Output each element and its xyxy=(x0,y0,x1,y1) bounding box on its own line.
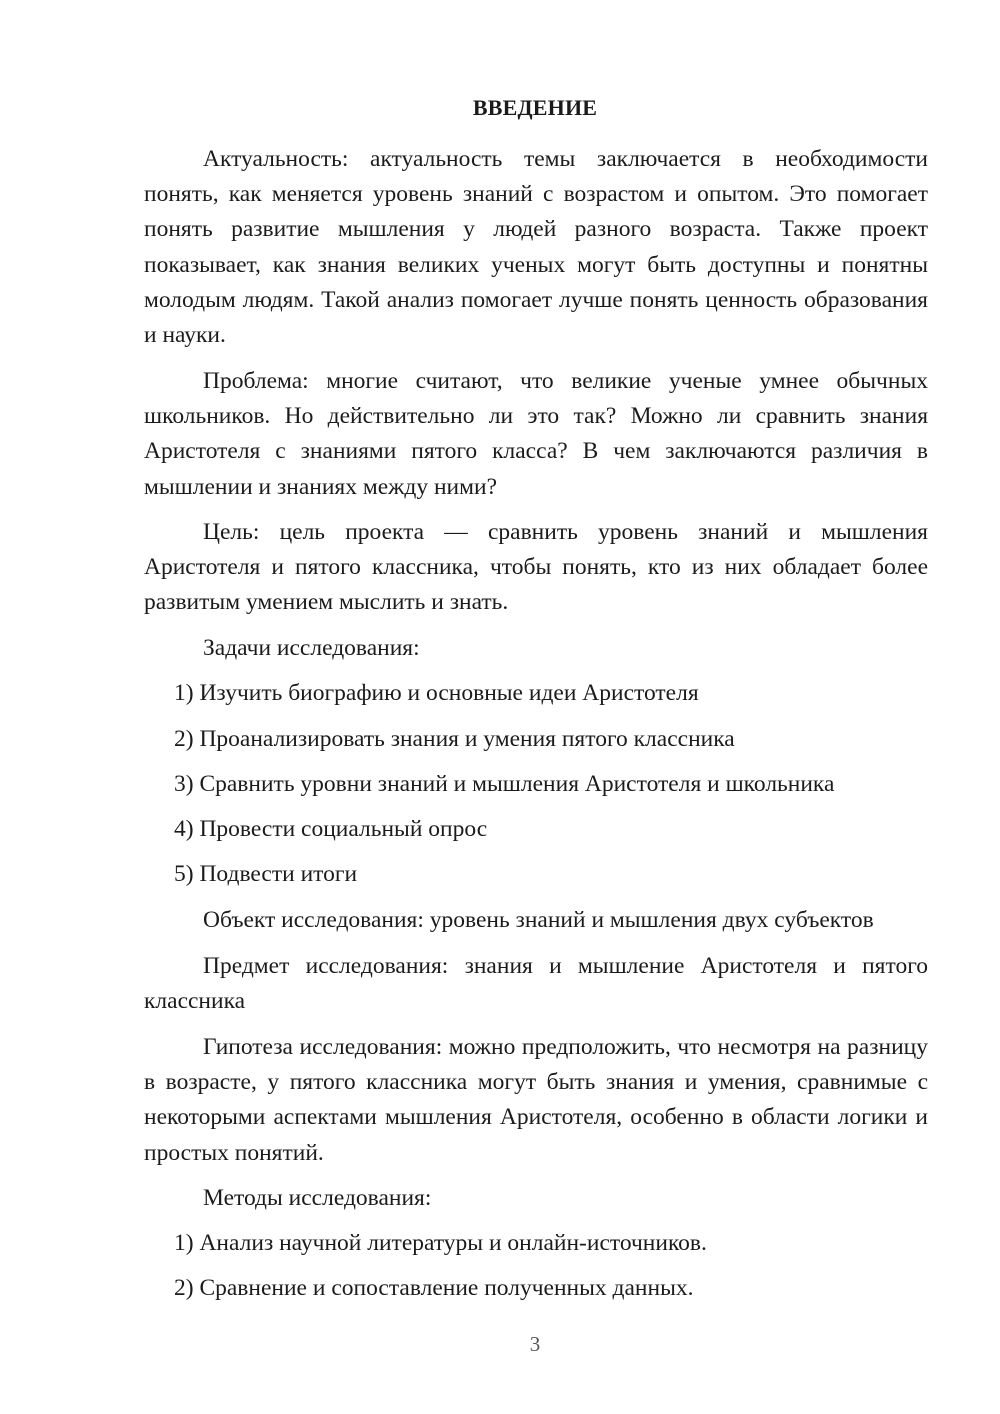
methods-heading: Методы исследования: xyxy=(203,1185,432,1211)
relevance-paragraph: Актуальность: актуальность темы заключается в необходимости понять, как меняется уровень знаний с возрастом и опытом. Это помогает понять развитие мышления у людей разного возраста. Также проект показывает, как знания великих ученых могут быть доступны и понятны молодым людям. Такой анализ помогает лучше понять ценность образования и науки. xyxy=(144,146,928,349)
task-item: 1) Изучить биографию и основные идеи Аристотеля xyxy=(174,680,699,706)
problem-paragraph: Проблема: многие считают, что великие ученые умнее обычных школьников. Но действительно ли это так? Можно ли сравнить знания Аристотеля с знаниями пятого класса? В чем заключаются различия в мышлении и знаниях между ними? xyxy=(144,368,928,500)
task-item: 3) Сравнить уровни знаний и мышления Аристотеля и школьника xyxy=(174,771,835,797)
goal-paragraph: Цель: цель проекта — сравнить уровень знаний и мышления Аристотеля и пятого классника, чтобы понять, кто из них обладает более развитым умением мыслить и знать. xyxy=(144,519,928,616)
hypothesis-paragraph: Гипотеза исследования: можно предположить, что несмотря на разницу в возрасте, у пятого классника могут быть знания и умения, сравнимые с некоторыми аспектами мышления Аристотеля, особенно в области логики и простых понятий. xyxy=(144,1034,928,1166)
task-item: 2) Проанализировать знания и умения пятого классника xyxy=(174,726,735,752)
task-item: 4) Провести социальный опрос xyxy=(174,816,488,842)
page-title: ВВЕДЕНИЕ xyxy=(472,95,598,120)
task-item: 5) Подвести итоги xyxy=(174,861,358,887)
page-number: 3 xyxy=(529,1332,541,1356)
tasks-heading: Задачи исследования: xyxy=(203,635,420,661)
subject-paragraph: Предмет исследования: знания и мышление Аристотеля и пятого классника xyxy=(144,953,928,1015)
method-item: 2) Сравнение и сопоставление полученных данных. xyxy=(174,1275,694,1301)
object-line: Объект исследования: уровень знаний и мышления двух субъектов xyxy=(203,907,874,933)
method-item: 1) Анализ научной литературы и онлайн-источников. xyxy=(174,1230,707,1256)
